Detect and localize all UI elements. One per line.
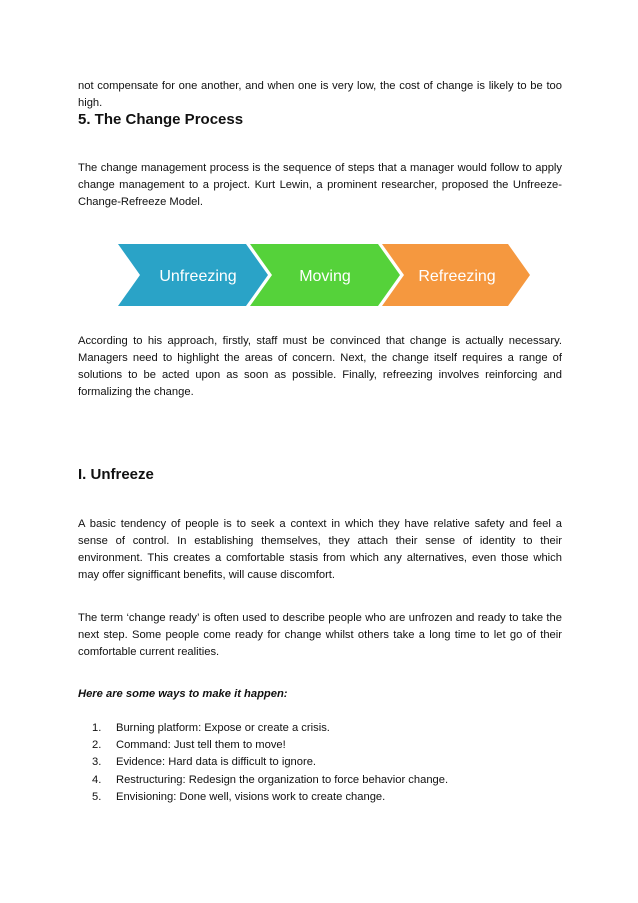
unfreezing-label: Unfreezing: [159, 268, 237, 285]
list-item: [92, 754, 448, 771]
process-intro-paragraph: The change management process is the sequence of steps that a manager would follow to apply change management to a project. Kurt Lewin, a prominent researcher, proposed the Unfreeze-Change-Refreeze Model.: [78, 162, 562, 208]
moving-label: Moving: [299, 268, 351, 285]
lewin-model-diagram: [118, 244, 530, 306]
list-item: [92, 720, 448, 737]
list-number: 1.: [92, 722, 102, 734]
list-text: Envisioning: Done well, visions work to create change.: [116, 790, 386, 803]
list-text: Burning platform: Expose or create a crisis.: [116, 722, 330, 734]
unfreeze-paragraph: A basic tendency of people is to seek a context in which they have relative safety and feel a sense of control. In establishing themselves, they attach their sense of identity to their environment. This creates a comfortable stasis from which any alternatives, even those which may offer signifficant benefits, will cause discomfort.: [78, 518, 562, 581]
intro-fragment-paragraph: not compensate for one another, and when one is very low, the cost of change is likely to be too high.: [78, 80, 562, 109]
list-number: 2.: [92, 739, 102, 752]
list-text: Command: Just tell them to move!: [116, 739, 286, 752]
list-number: 4.: [92, 773, 102, 786]
list-item: [92, 789, 448, 806]
ways-heading: Here are some ways to make it happen:: [78, 688, 288, 700]
list-item: [92, 772, 448, 789]
approach-paragraph: According to his approach, firstly, staff must be convinced that change is actually necessary. Managers need to highlight the areas of concern. Next, the change itself requires a range of solutions to be acted upon as soon as possible. Finally, refreezing involves reinforcing and formalizing the change.: [78, 335, 562, 398]
change-ready-paragraph: The term ‘change ready’ is often used to describe people who are unfrozen and ready to take the next step. Some people come ready for change whilst others take a long time to let go of their comfortable current realities.: [78, 612, 562, 658]
list-text: Restructuring: Redesign the organization to force behavior change.: [116, 773, 449, 786]
list-item: [92, 737, 448, 754]
section-title: 5. The Change Process: [78, 111, 244, 128]
ways-list: [92, 720, 448, 806]
list-number: 3.: [92, 756, 102, 769]
list-text: Evidence: Hard data is difficult to ignore.: [116, 756, 317, 769]
unfreeze-title: I. Unfreeze: [78, 466, 154, 483]
refreezing-label: Refreezing: [418, 268, 496, 285]
list-number: 5.: [92, 790, 102, 803]
